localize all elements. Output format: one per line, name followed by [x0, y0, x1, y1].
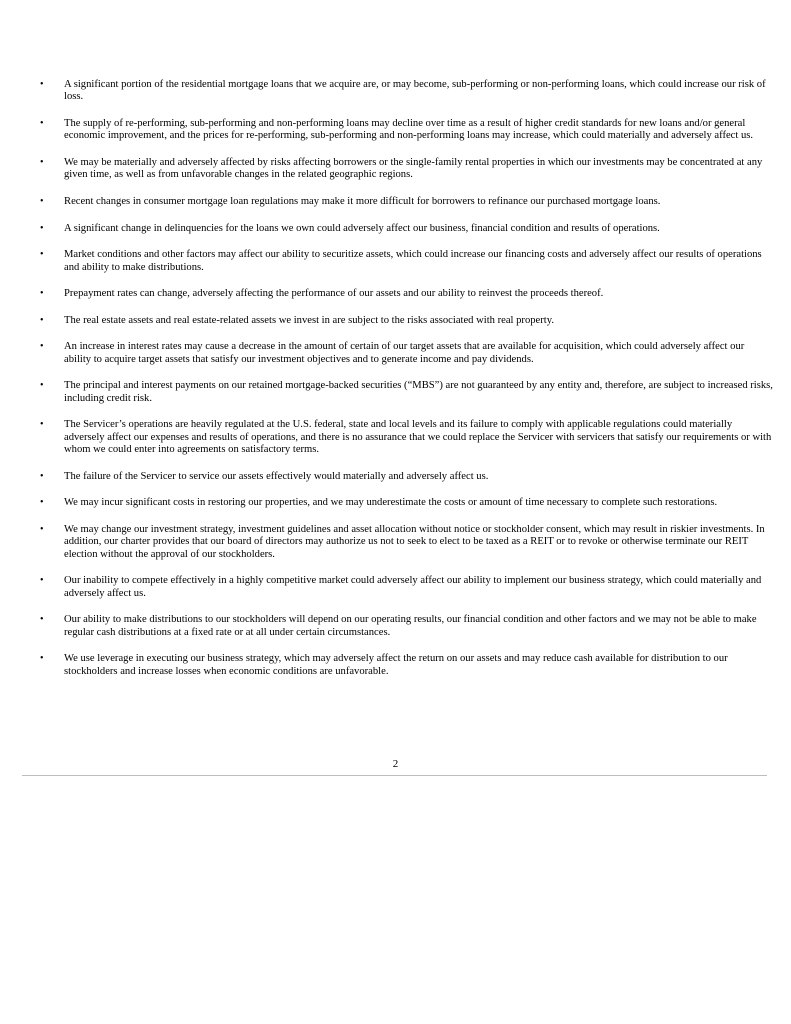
risk-item-text: The failure of the Servicer to service our assets effectively would materially and adversely affect us.	[64, 470, 489, 482]
bullet-icon: •	[40, 314, 44, 326]
risk-factor-list	[28, 79, 773, 692]
risk-item-text: We may incur significant costs in restoring our properties, and we may underestimate the costs or amount of time necessary to complete such restorations.	[64, 497, 718, 509]
bullet-icon: •	[40, 470, 44, 482]
risk-item-text: We may change our investment strategy, investment guidelines and asset allocation without notice or stockholder consent, which may result in riskier investments. In addition, our charter provides that our board of directors may authorize us not to seek to elect to be taxed as a REIT or to revoke or otherwise terminate our REIT election without the approval of our stockholders.	[64, 523, 765, 560]
risk-item	[28, 497, 773, 509]
risk-item	[28, 380, 773, 405]
risk-item-text: Recent changes in consumer mortgage loan regulations may make it more difficult for borrowers to refinance our purchased mortgage loans.	[64, 196, 661, 207]
risk-item	[28, 315, 773, 327]
bullet-icon: •	[40, 523, 44, 535]
risk-item	[28, 79, 773, 104]
risk-item	[28, 419, 773, 456]
bullet-icon: •	[40, 288, 44, 300]
risk-item	[28, 653, 773, 678]
risk-item-text: The principal and interest payments on our retained mortgage-backed securities (“MBS”) are not guaranteed by any entity and, therefore, are subject to increased risks, including credit risk.	[64, 380, 773, 404]
bullet-icon: •	[40, 380, 44, 392]
bullet-icon: •	[40, 249, 44, 261]
risk-item-text: Our inability to compete effectively in a highly competitive market could adversely affect our ability to implement our business strategy, which could materially and adversely affect us.	[64, 575, 762, 599]
risk-item	[28, 575, 773, 600]
bullet-icon: •	[40, 497, 44, 509]
risk-item-text: The Servicer’s operations are heavily regulated at the U.S. federal, state and local levels and its failure to comply with applicable regulations could materially adversely affect our expenses and results of operations, and there is no assurance that we could replace the Servicer with servicers that satisfy our requirements or with whom we could enter into agreements on satisfactory terms.	[64, 419, 772, 456]
risk-item-text: A significant portion of the residential mortgage loans that we acquire are, or may become, sub-performing or non-performing loans, which could increase our risk of loss.	[64, 79, 766, 103]
risk-item	[28, 288, 773, 300]
bullet-icon: •	[40, 653, 44, 665]
risk-item-text: Our ability to make distributions to our stockholders will depend on our operating results, our financial condition and other factors and we may not be able to make regular cash distributions at a fixed rate or at all under certain circumstances.	[64, 614, 757, 638]
bullet-icon: •	[40, 575, 44, 587]
risk-item	[28, 341, 773, 366]
bullet-icon: •	[40, 196, 44, 207]
risk-item-text: A significant change in delinquencies for the loans we own could adversely affect our business, financial condition and results of operations.	[64, 222, 660, 234]
risk-item	[28, 157, 773, 182]
risk-item-text: The real estate assets and real estate-related assets we invest in are subject to the risks associated with real property.	[64, 314, 554, 326]
bullet-icon: •	[40, 118, 44, 129]
risk-item	[28, 118, 773, 143]
risk-item	[28, 196, 773, 208]
risk-item-text: We may be materially and adversely affected by risks affecting borrowers or the single-family rental properties in which our investments may be concentrated at any given time, as well as from unfavorable changes in the related geographic regions.	[64, 157, 763, 181]
risk-item-text: Prepayment rates can change, adversely affecting the performance of our assets and our ability to reinvest the proceeds thereof.	[64, 288, 604, 300]
bullet-icon: •	[40, 157, 44, 168]
risk-item-text: Market conditions and other factors may affect our ability to securitize assets, which could increase our financing costs and adversely affect our results of operations and ability to make distributions.	[64, 249, 762, 273]
risk-item	[28, 524, 773, 561]
risk-item	[28, 471, 773, 483]
page-number: 2	[392, 758, 399, 770]
risk-item	[28, 249, 773, 274]
page-divider	[22, 775, 767, 776]
bullet-icon: •	[40, 419, 44, 431]
risk-item-text: We use leverage in executing our business strategy, which may adversely affect the return on our assets and may reduce cash available for distribution to our stockholders and increase losses when economic conditions are unfavorable.	[64, 653, 728, 677]
risk-item-text: An increase in interest rates may cause a decrease in the amount of certain of our target assets that are available for acquisition, which could adversely affect our ability to acquire target assets that satisfy our investment objectives and to generate income and pay dividends.	[64, 341, 745, 365]
risk-item	[28, 223, 773, 235]
bullet-icon: •	[40, 341, 44, 353]
bullet-icon: •	[40, 222, 44, 234]
bullet-icon: •	[40, 614, 44, 626]
risk-item	[28, 614, 773, 639]
risk-item-text: The supply of re-performing, sub-performing and non-performing loans may decline over time as a result of higher credit standards for new loans and/or general economic improvement, and the prices for re-performing, sub-performing and non-performing loans may increase, which could materially and adversely affect us.	[64, 118, 754, 142]
bullet-icon: •	[40, 79, 44, 90]
